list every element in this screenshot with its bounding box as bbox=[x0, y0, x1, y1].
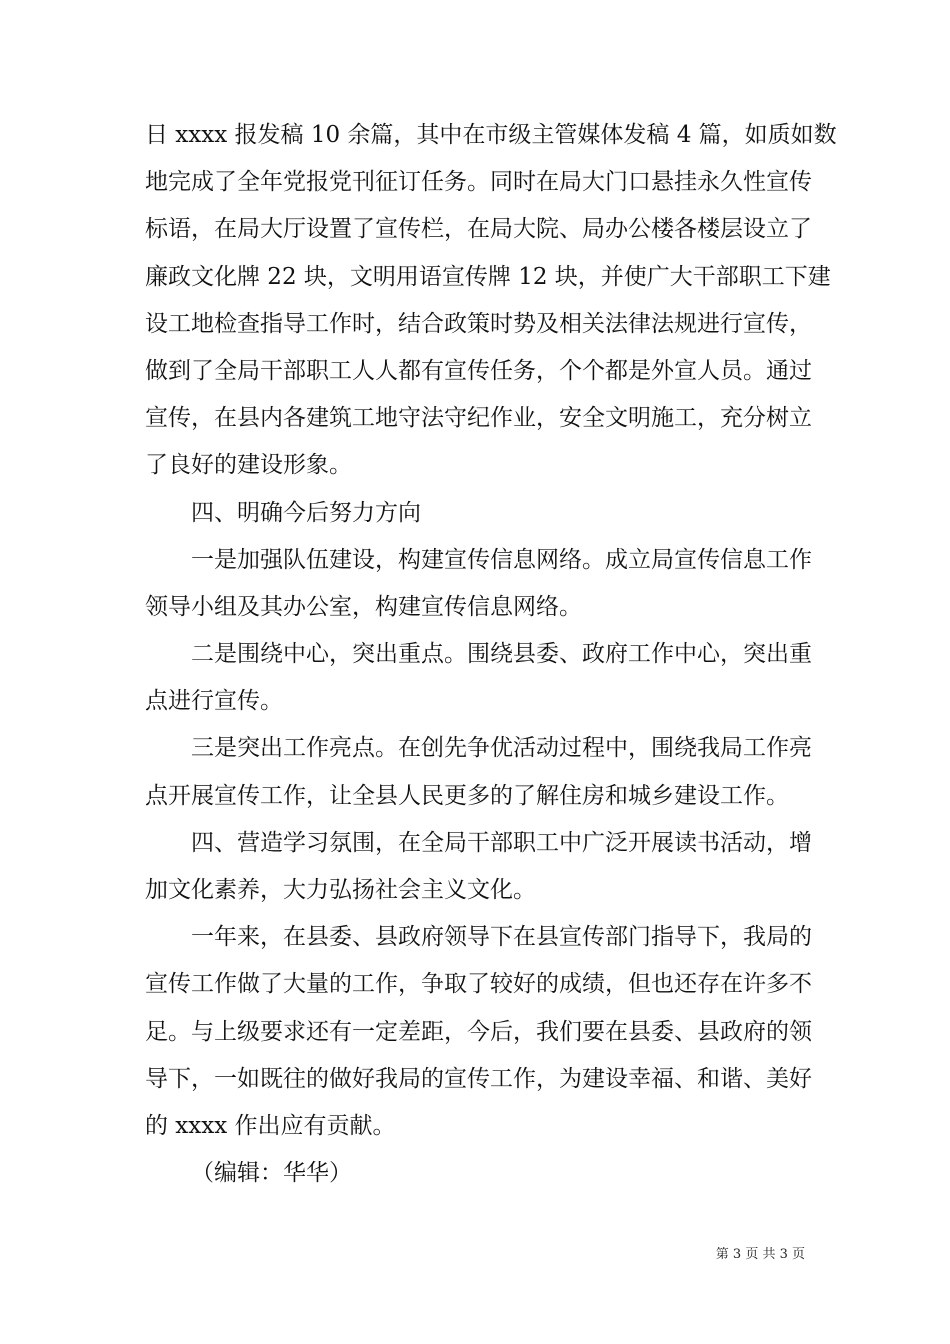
text-line: 三是突出工作亮点。在创先争优活动过程中，围绕我局工作亮 bbox=[191, 735, 812, 762]
editor-note bbox=[145, 1150, 809, 1197]
text-line: 领导小组及其办公室，构建宣传信息网络。 bbox=[145, 593, 582, 620]
text-line: 廉政文化牌 22 块，文明用语宣传牌 12 块，并使广大干部职工下建 bbox=[145, 263, 831, 290]
text-line: 做到了全局干部职工人人都有宣传任务，个个都是外宣人员。通过 bbox=[145, 357, 812, 384]
text-line: 点进行宣传。 bbox=[145, 688, 283, 715]
text-line: 了良好的建设形象。 bbox=[145, 452, 352, 479]
text-line: 二是围绕中心，突出重点。围绕县委、政府工作中心，突出重 bbox=[191, 641, 812, 668]
text-line: 的 xxxx 作出应有贡献。 bbox=[145, 1112, 396, 1139]
paragraph-item-one bbox=[145, 537, 812, 631]
section-heading: 四、明确今后努力方向 bbox=[191, 499, 421, 526]
page-number-footer: 第 3 页 共 3 页 bbox=[715, 1247, 805, 1262]
paragraph-item-four bbox=[145, 820, 812, 914]
paragraph-item-two bbox=[145, 631, 812, 725]
text-line: 日 xxxx 报发稿 10 余篇，其中在市级主管媒体发稿 4 篇，如质如数 bbox=[145, 122, 837, 148]
paragraph-publicity-results bbox=[145, 112, 837, 490]
text-line: 宣传工作做了大量的工作，争取了较好的成绩，但也还存在许多不 bbox=[145, 971, 812, 998]
text-line: 点开展宣传工作，让全县人民更多的了解住房和城乡建设工作。 bbox=[145, 782, 789, 809]
editor-credit: （编辑：华华） bbox=[191, 1160, 352, 1187]
text-line: 宣传，在县内各建筑工地守法守纪作业，安全文明施工，充分树立 bbox=[145, 405, 812, 432]
text-line: 四、营造学习氛围，在全局干部职工中广泛开展读书活动，增 bbox=[191, 829, 812, 856]
paragraph-item-three bbox=[145, 725, 812, 819]
text-line: 地完成了全年党报党刊征订任务。同时在局大门口悬挂永久性宣传 bbox=[145, 169, 812, 196]
paragraph-conclusion bbox=[145, 914, 812, 1150]
text-line: 导下，一如既往的做好我局的宣传工作，为建设幸福、和谐、美好 bbox=[145, 1065, 812, 1092]
text-line: 标语，在局大厅设置了宣传栏，在局大院、局办公楼各楼层设立了 bbox=[145, 216, 812, 243]
text-line: 一年来，在县委、县政府领导下在县宣传部门指导下，我局的 bbox=[191, 924, 812, 951]
text-line: 足。与上级要求还有一定差距，今后，我们要在县委、县政府的领 bbox=[145, 1018, 812, 1045]
text-line: 一是加强队伍建设，构建宣传信息网络。成立局宣传信息工作 bbox=[191, 546, 812, 573]
text-line: 加文化素养，大力弘扬社会主义文化。 bbox=[145, 877, 536, 903]
text-line: 设工地检查指导工作时，结合政策时势及相关法律法规进行宣传， bbox=[145, 310, 812, 337]
section-heading-future-direction bbox=[145, 490, 809, 537]
document-body bbox=[145, 112, 837, 1197]
